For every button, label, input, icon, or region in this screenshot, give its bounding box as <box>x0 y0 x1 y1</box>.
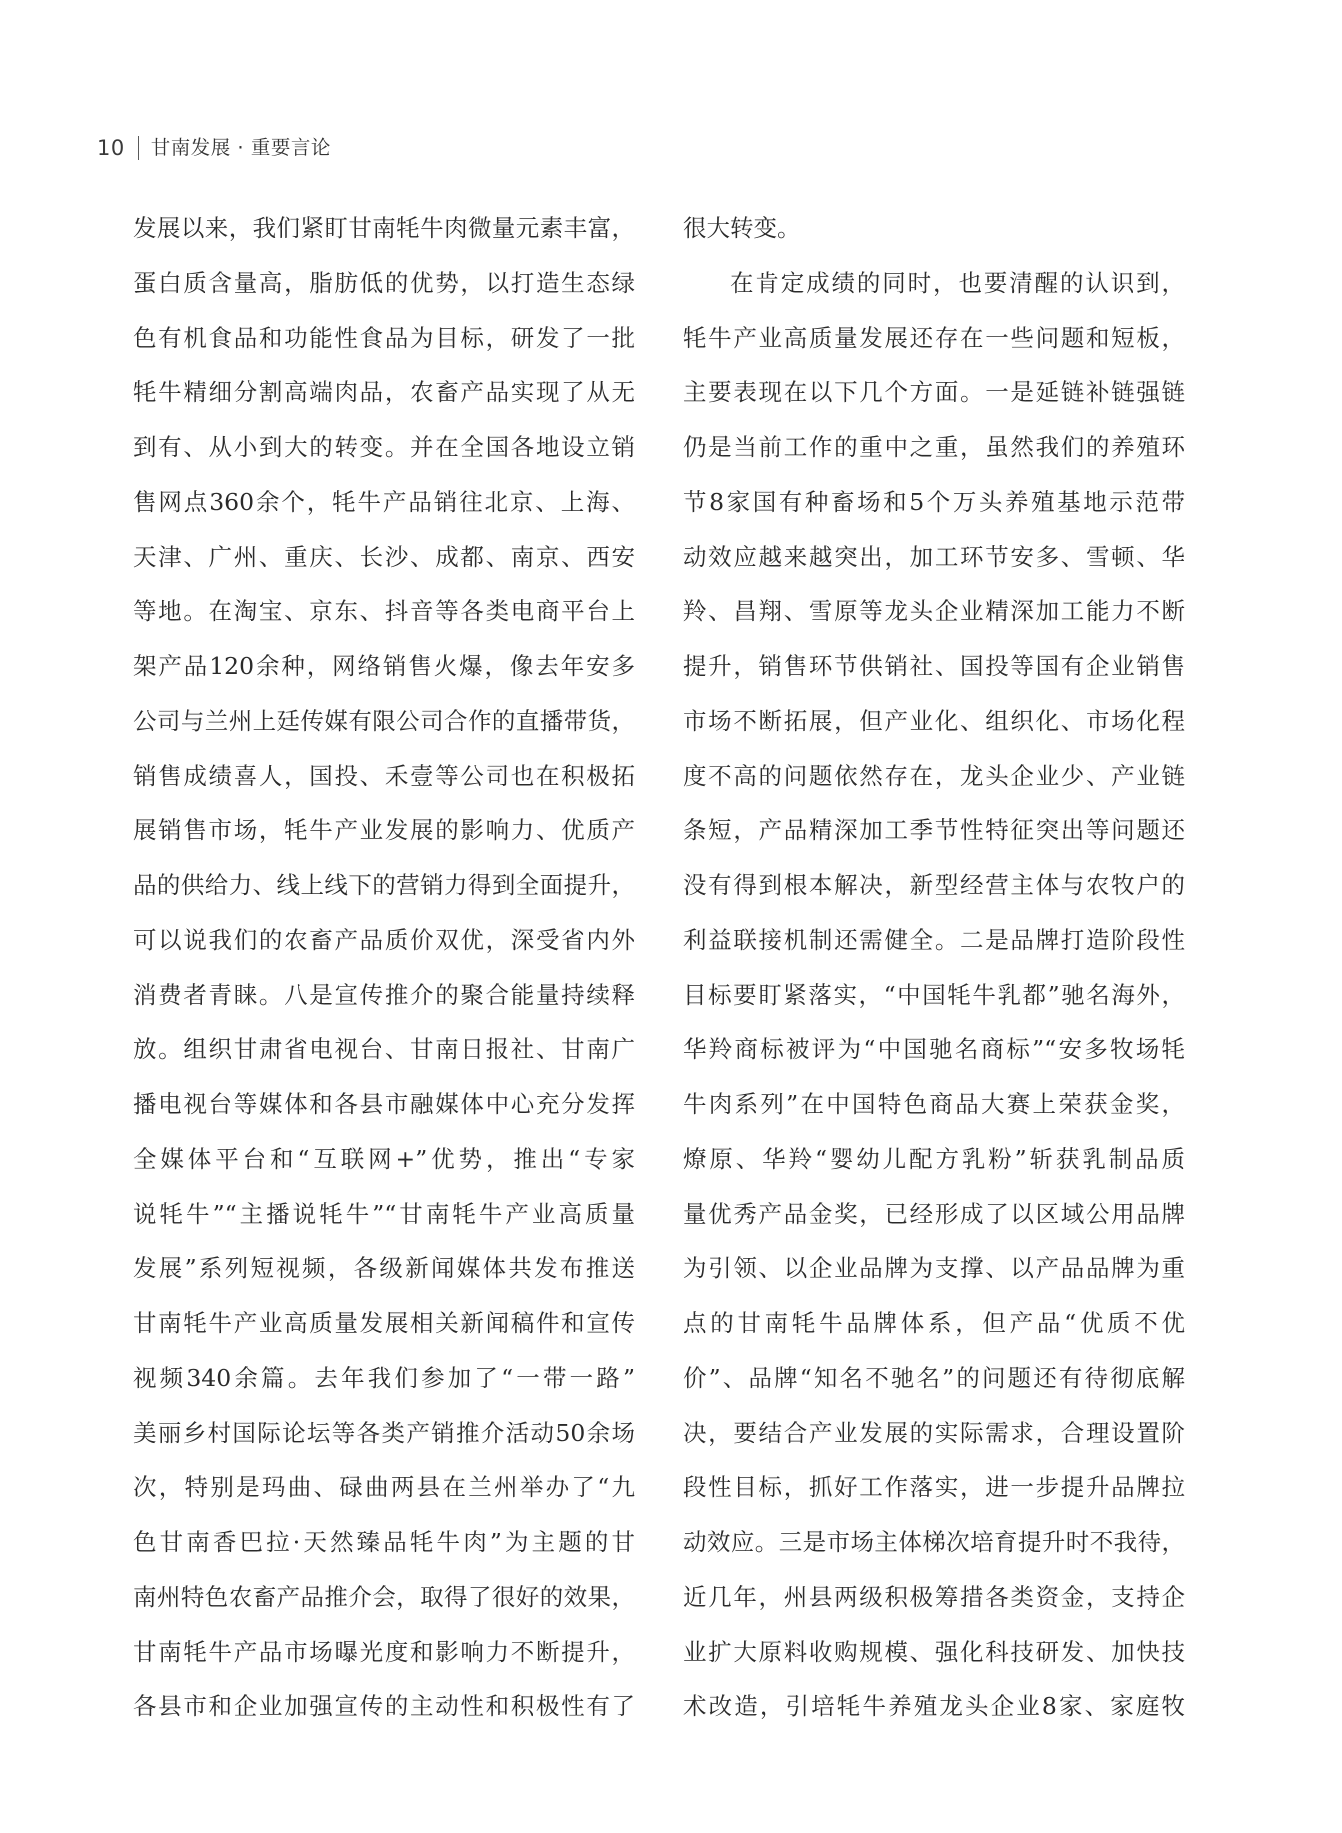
body-line: 色甘南香巴拉·天然臻品牦牛肉”为主题的甘 <box>133 1528 635 1556</box>
left-column <box>133 201 635 1734</box>
body-line: 为引领、以企业品牌为支撑、以产品品牌为重 <box>683 1254 1185 1283</box>
body-line: 发展”系列短视频，各级新闻媒体共发布推送 <box>133 1254 635 1283</box>
body-line: 视频340余篇。去年我们参加了“一带一路” <box>133 1363 635 1392</box>
body-line: 度不高的问题依然存在，龙头企业少、产业链 <box>683 761 1185 790</box>
body-line: 售网点360余个，牦牛产品销往北京、上海、 <box>133 487 635 516</box>
page-header <box>97 134 331 162</box>
body-line: 美丽乡村国际论坛等各类产销推介活动50余场 <box>133 1418 635 1447</box>
body-line: 牦牛产业高质量发展还存在一些问题和短板， <box>683 323 1185 352</box>
body-line: 架产品120余种，网络销售火爆，像去年安多 <box>133 652 635 680</box>
body-line: 牛肉系列”在中国特色商品大赛上荣获金奖， <box>683 1090 1185 1118</box>
body-line: 业扩大原料收购规模、强化科技研发、加快技 <box>683 1637 1185 1666</box>
body-line: 华羚商标被评为“中国驰名商标”“安多牧场牦 <box>683 1035 1185 1064</box>
body-line: 羚、昌翔、雪原等龙头企业精深加工能力不断 <box>683 597 1185 626</box>
body-line: 说牦牛”“主播说牦牛”“甘南牦牛产业高质量 <box>133 1199 635 1228</box>
body-line: 放。组织甘肃省电视台、甘南日报社、甘南广 <box>133 1035 635 1064</box>
body-line: 点的甘南牦牛品牌体系，但产品“优质不优 <box>683 1309 1185 1337</box>
body-line: 目标要盯紧落实，“中国牦牛乳都”驰名海外， <box>683 980 1185 1009</box>
body-line: 动效应越来越突出，加工环节安多、雪顿、华 <box>683 542 1185 571</box>
body-line: 到有、从小到大的转变。并在全国各地设立销 <box>133 433 635 461</box>
body-line: 展销售市场，牦牛产业发展的影响力、优质产 <box>133 816 635 845</box>
body-line: 节8家国有种畜场和5个万头养殖基地示范带 <box>683 487 1185 516</box>
body-line: 没有得到根本解决，新型经营主体与农牧户的 <box>683 871 1185 899</box>
body-line: 提升，销售环节供销社、国投等国有企业销售 <box>683 652 1185 680</box>
header-divider <box>138 136 139 160</box>
page-number: 10 <box>97 136 125 160</box>
body-line: 主要表现在以下几个方面。一是延链补链强链 <box>683 378 1185 407</box>
body-line: 市场不断拓展，但产业化、组织化、市场化程 <box>683 706 1185 735</box>
body-line: 发展以来，我们紧盯甘南牦牛肉微量元素丰富， <box>133 214 635 242</box>
body-line: 消费者青睐。八是宣传推介的聚合能量持续释 <box>133 980 635 1009</box>
paragraph-end-line: 很大转变。 <box>683 214 801 242</box>
paragraph-first-line: 在肯定成绩的同时，也要清醒的认识到， <box>730 268 1185 297</box>
body-line: 价”、品牌“知名不驰名”的问题还有待彻底解 <box>683 1363 1185 1392</box>
body-line: 量优秀产品金奖，已经形成了以区域公用品牌 <box>683 1199 1185 1228</box>
body-line: 仍是当前工作的重中之重，虽然我们的养殖环 <box>683 433 1185 461</box>
body-line: 次，特别是玛曲、碌曲两县在兰州举办了“九 <box>133 1473 635 1502</box>
body-line: 利益联接机制还需健全。二是品牌打造阶段性 <box>683 925 1185 954</box>
body-line: 品的供给力、线上线下的营销力得到全面提升， <box>133 871 635 899</box>
body-line: 术改造，引培牦牛养殖龙头企业8家、家庭牧 <box>683 1692 1185 1721</box>
body-line: 牦牛精细分割高端肉品，农畜产品实现了从无 <box>133 378 635 407</box>
body-line: 段性目标，抓好工作落实，进一步提升品牌拉 <box>683 1473 1185 1502</box>
right-column <box>683 201 1185 1734</box>
body-line: 公司与兰州上廷传媒有限公司合作的直播带货， <box>133 706 635 735</box>
body-line: 各县市和企业加强宣传的主动性和积极性有了 <box>133 1692 635 1721</box>
body-line: 南州特色农畜产品推介会，取得了很好的效果， <box>133 1582 635 1611</box>
body-line: 决，要结合产业发展的实际需求，合理设置阶 <box>683 1418 1185 1447</box>
body-line: 播电视台等媒体和各县市融媒体中心充分发挥 <box>133 1090 635 1118</box>
section-title: 甘南发展 · 重要言论 <box>150 136 331 159</box>
body-line: 条短，产品精深加工季节性特征突出等问题还 <box>683 816 1185 845</box>
body-line: 燎原、华羚“婴幼儿配方乳粉”斩获乳制品质 <box>683 1144 1185 1173</box>
body-line: 动效应。三是市场主体梯次培育提升时不我待， <box>683 1528 1185 1556</box>
body-line: 销售成绩喜人，国投、禾壹等公司也在积极拓 <box>133 761 635 790</box>
body-line: 全媒体平台和“互联网+”优势，推出“专家 <box>133 1144 635 1173</box>
body-line: 天津、广州、重庆、长沙、成都、南京、西安 <box>133 542 635 571</box>
body-line: 甘南牦牛产品市场曝光度和影响力不断提升， <box>133 1637 635 1666</box>
body-line: 蛋白质含量高，脂肪低的优势，以打造生态绿 <box>133 268 635 297</box>
body-line: 可以说我们的农畜产品质价双优，深受省内外 <box>133 925 635 954</box>
body-line: 色有机食品和功能性食品为目标，研发了一批 <box>133 323 635 352</box>
body-line: 等地。在淘宝、京东、抖音等各类电商平台上 <box>133 597 635 626</box>
body-line: 近几年，州县两级积极筹措各类资金，支持企 <box>683 1582 1185 1611</box>
body-line: 甘南牦牛产业高质量发展相关新闻稿件和宣传 <box>133 1309 635 1337</box>
